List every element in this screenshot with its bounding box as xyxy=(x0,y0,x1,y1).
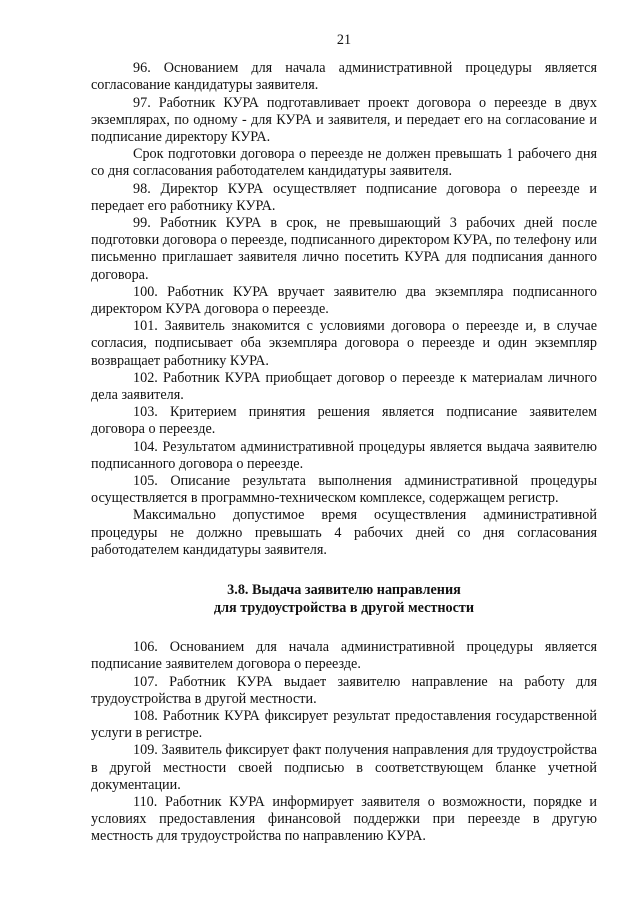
page-number: 21 xyxy=(336,32,352,48)
paragraph-106: 106. Основанием для начала административной процедуры является подписание заявителем договора о переезде. xyxy=(91,639,597,673)
section-body-after xyxy=(91,639,597,845)
paragraph-107: 107. Работник КУРА выдает заявителю направление на работу для трудоустройства в другой местности. xyxy=(91,673,597,707)
paragraph-99: 99. Работник КУРА в срок, не превышающий 3 рабочих дней после подготовки договора о переезде, подписанного директором КУРА, по телефону или письменно приглашает заявителя лично посетить КУРА для подписания данного договора. xyxy=(91,215,597,283)
paragraph-109: 109. Заявитель фиксирует факт получения направления для трудоустройства в другой местности своей подписью в соответствующем бланке учетной документации. xyxy=(91,742,597,793)
paragraph-101: 101. Заявитель знакомится с условиями договора о переезде и, в случае согласия, подписывает оба экземпляра договора о переезде и один экземпляр возвращает работнику КУРА. xyxy=(91,318,597,369)
paragraph-102: 102. Работник КУРА приобщает договор о переезде к материалам личного дела заявителя. xyxy=(91,369,597,404)
paragraph-97: 97. Работник КУРА подготавливает проект договора о переезде в двух экземплярах, по одному - для КУРА и заявителя, и передает его на согласование и подписание директору КУРА. xyxy=(91,94,597,146)
paragraph-deadline: Срок подготовки договора о переезде не должен превышать 1 рабочего дня со дня согласования работодателем кандидатуры заявителя. xyxy=(91,146,597,180)
paragraph-110: 110. Работник КУРА информирует заявителя о возможности, порядке и условиях предоставления финансовой поддержки при переезде в другую местность для трудоустройства по направлению КУРА. xyxy=(91,793,597,845)
paragraph-104: 104. Результатом административной процедуры является выдача заявителю подписанного договора о переезде. xyxy=(91,438,597,472)
paragraph-108: 108. Работник КУРА фиксирует результат предоставления государственной услуги в регистре. xyxy=(91,707,597,742)
section-heading-line-2: для трудоустройства в другой местности xyxy=(213,600,475,617)
section-body-before xyxy=(91,60,597,559)
paragraph-103: 103. Критерием принятия решения является подписание заявителем договора о переезде. xyxy=(91,404,597,438)
document-page xyxy=(91,32,597,846)
section-heading xyxy=(91,581,597,617)
section-heading-line-1: 3.8. Выдача заявителю направления xyxy=(227,582,461,599)
paragraph-96: 96. Основанием для начала административной процедуры является согласование кандидатуры заявителя. xyxy=(91,60,597,94)
paragraph-100: 100. Работник КУРА вручает заявителю два экземпляра подписанного директором КУРА договора о переезде. xyxy=(91,283,597,318)
paragraph-max-time: Максимально допустимое время осуществления административной процедуры не должно превышать 4 рабочих дней со дня согласования работодателем кандидатуры заявителя. xyxy=(91,507,597,558)
paragraph-98: 98. Директор КУРА осуществляет подписание договора о переезде и передает его работнику КУРА. xyxy=(91,180,597,214)
paragraph-105: 105. Описание результата выполнения административной процедуры осуществляется в программно-техническом комплексе, содержащем регистр. xyxy=(91,473,597,507)
